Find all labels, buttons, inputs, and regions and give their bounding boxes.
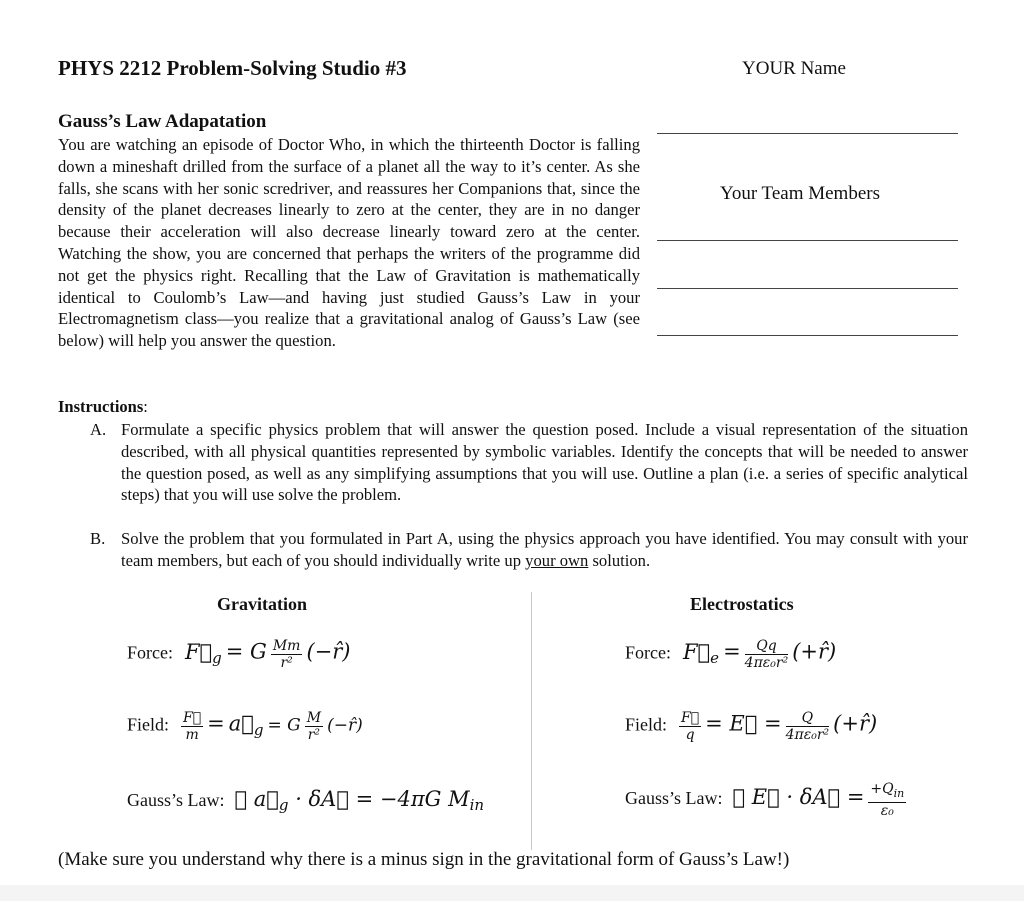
instructions-heading-text: Instructions <box>58 397 144 416</box>
gravitation-field-a-sub: g <box>253 720 264 739</box>
name-line[interactable] <box>657 133 958 134</box>
instruction-b-text-1: Solve the problem that you formulated in Part A, using the physics approach you have identified. You may consult with your team members, but each of you should individually write up <box>121 529 968 570</box>
gravitation-force-lhs-sub: g <box>212 648 222 667</box>
instruction-b-text <box>121 528 968 572</box>
electrostatics-force-den: 4πε₀r² <box>744 655 789 671</box>
electrostatics-force-eq: = <box>723 639 741 664</box>
instruction-b-underlined: your own <box>525 550 589 570</box>
gravitation-force-dir: (−r̂) <box>306 639 351 664</box>
gravitation-field-den: r² <box>307 727 321 743</box>
gravitation-gauss-equation <box>127 787 484 814</box>
electrostatics-force-dir: (+r̂) <box>792 639 837 664</box>
section-heading: Gauss’s Law Adapatation <box>58 111 267 132</box>
gravitation-field-num: M <box>306 710 322 726</box>
electrostatics-gauss-num-wrap <box>868 781 906 803</box>
gravitation-gauss-label: Gauss’s Law: <box>127 790 225 810</box>
electrostatics-force-label: Force: <box>625 642 671 663</box>
gravitation-gauss-expr: ∮ a⃗ <box>234 787 279 811</box>
gravitation-field-equation <box>127 710 363 744</box>
gravitation-field-lhs-den: m <box>185 727 199 743</box>
electrostatics-force-lhs: F⃗ <box>682 639 711 664</box>
team-member-line-1[interactable] <box>657 240 958 241</box>
gravitation-force-equation <box>127 638 350 672</box>
electrostatics-gauss-den: ε₀ <box>880 802 894 819</box>
gravitation-force-num: Mm <box>272 638 301 654</box>
gravitation-force-label: Force: <box>127 642 173 663</box>
instruction-b-label: B. <box>90 529 106 548</box>
electrostatics-field-eq1: = E⃗ = <box>705 711 782 736</box>
electrostatics-field-lhs-fraction <box>679 710 701 744</box>
gravitation-force-lhs: F⃗ <box>184 639 213 664</box>
instruction-a <box>90 419 968 506</box>
gravitation-field-lhs-num: F⃗ <box>183 710 202 726</box>
gravitation-field-dir: (−r̂) <box>327 715 363 736</box>
gravitation-field-a: a⃗ <box>228 711 254 736</box>
gravitation-gauss-rest-sub: in <box>469 796 485 815</box>
gravitation-gauss-sub: g <box>278 796 289 815</box>
gravitation-field-lhs-fraction <box>181 710 203 744</box>
electrostatics-field-den: 4πε₀r² <box>785 727 830 743</box>
instruction-a-text: Formulate a specific physics problem that will answer the question posed. Include a visual representation of the situation described, with all physical quantities represented by symbolic variables. Identify the concepts that will be needed to answer the question posed, as well as any simplifying assumptions that you will use. Outline a plan (i.e. a series of specific analytical steps) that you will use solve the problem. <box>121 420 968 505</box>
gravitation-gauss-rest: · δA⃗ = −4πG M <box>288 787 470 811</box>
electrostatics-heading: Electrostatics <box>690 594 794 614</box>
page-bottom-band <box>0 885 1024 901</box>
team-member-line-2[interactable] <box>657 288 958 289</box>
your-name-label: YOUR Name <box>742 58 846 79</box>
team-members-label: Your Team Members <box>720 183 880 204</box>
electrostatics-field-dir: (+r̂) <box>833 711 878 736</box>
gravitation-field-eq1: = <box>207 711 225 736</box>
gravitation-field-eq2: = G <box>267 715 301 736</box>
page-title: PHYS 2212 Problem-Solving Studio #3 <box>58 56 407 80</box>
electrostatics-field-fraction <box>786 710 830 744</box>
electrostatics-gauss-num-sub: in <box>893 786 905 800</box>
instruction-b <box>90 528 968 572</box>
gravitation-force-eq: = G <box>225 639 267 664</box>
electrostatics-gauss-equation <box>625 781 906 820</box>
electrostatics-force-num: Qq <box>745 638 789 655</box>
electrostatics-field-num: Q <box>786 710 830 727</box>
electrostatics-force-equation <box>625 638 836 672</box>
gravitation-heading: Gravitation <box>217 594 307 614</box>
electrostatics-gauss-label: Gauss’s Law: <box>625 788 723 809</box>
gravitation-force-den: r² <box>280 655 293 671</box>
gravitation-force-fraction <box>271 638 303 672</box>
electrostatics-force-fraction <box>745 638 789 672</box>
footer-note: (Make sure you understand why there is a minus sign in the gravitational form of Gauss’s Law!) <box>58 849 790 870</box>
electrostatics-gauss-expr: ∮ E⃗ · δA⃗ = <box>732 785 865 810</box>
instruction-a-label: A. <box>90 420 107 439</box>
electrostatics-gauss-fraction <box>868 781 906 820</box>
electrostatics-field-equation <box>625 710 877 744</box>
electrostatics-field-lhs-den: q <box>685 727 695 743</box>
intro-paragraph: You are watching an episode of Doctor Who, in which the thirteenth Doctor is falling down a mineshaft drilled from the surface of a planet all the way to it’s center. As she falls, she scans with her sonic scredriver, and reassures her Companions that, since the density of the planet decreases linearly to zero at the center, they are in no danger because their acceleration will also decrease linearly toward zero at the center. Watching the show, you are concerned that perhaps the writers of the programme did not get the physics right. Recalling that the Law of Gravitation is mathematically identical to Coulomb’s Law—and having just studied Gauss’s Law in your Electromagnetism class—you realize that a gravitational analog of Gauss’s Law (see below) will help you answer the question. <box>58 135 640 351</box>
instructions-heading-colon: : <box>143 397 148 416</box>
team-member-line-3[interactable] <box>657 335 958 336</box>
gravitation-field-fraction <box>305 710 323 744</box>
electrostatics-field-lhs-num: F⃗ <box>681 710 700 726</box>
instructions-heading <box>58 397 148 417</box>
electrostatics-gauss-num: +Q <box>870 781 894 797</box>
gravitation-field-label: Field: <box>127 714 170 735</box>
electrostatics-field-label: Field: <box>625 714 668 735</box>
column-divider <box>531 592 532 850</box>
electrostatics-force-lhs-sub: e <box>710 648 720 667</box>
instruction-b-text-2: solution. <box>588 550 651 570</box>
